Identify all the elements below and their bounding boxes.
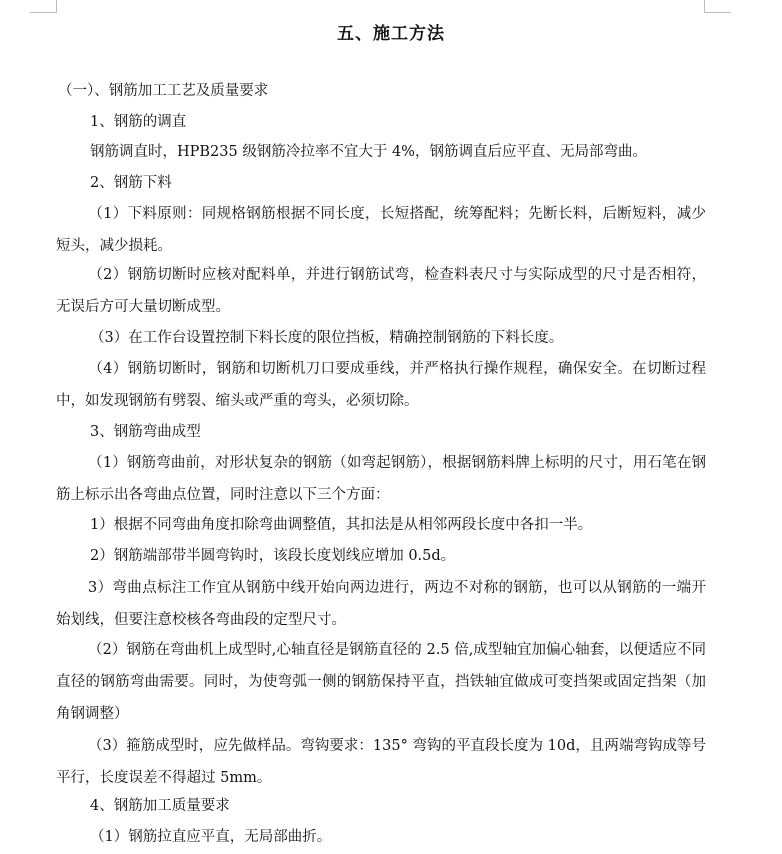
list-item: 1）根据不同弯曲角度扣除弯曲调整值，其扣法是从相邻两段长度中各扣一半。 — [90, 517, 593, 533]
page-corner-mark — [704, 0, 731, 13]
page-title: 五、施工方法 — [337, 24, 445, 44]
subsection-heading: 2、钢筋下料 — [90, 175, 172, 191]
list-item: 2）钢筋端部带半圆弯钩时，该段长度划线应增加 0.5d。 — [90, 548, 456, 564]
body-paragraph: （1）下料原则：同规格钢筋根据不同长度，长短搭配，统筹配料；先断长料，后断短料，减少短头，减少损耗。 — [56, 206, 706, 254]
body-paragraph: （1）钢筋弯曲前，对形状复杂的钢筋（如弯起钢筋），根据钢筋料牌上标明的尺寸，用石笔在钢筋上标示出各弯曲点位置，同时注意以下三个方面： — [56, 455, 706, 503]
body-paragraph: （2）钢筋在弯曲机上成型时,心轴直径是钢筋直径的 2.5 倍,成型轴宜加偏心轴套，以便适应不同直径的钢筋弯曲需要。同时，为使弯弧一侧的钢筋保持平直，挡铁轴宜做成可变挡架或固定挡架（加角钢调整） — [56, 642, 706, 722]
body-paragraph: （3）箍筋成型时，应先做样品。弯钩要求：135° 弯钩的平直段长度为 10d，且两端弯钩成等号平行，长度误差不得超过 5mm。 — [56, 738, 706, 786]
page-corner-mark — [30, 0, 57, 13]
subsection-heading: 3、钢筋弯曲成型 — [90, 424, 201, 440]
list-item: 3）弯曲点标注工作宜从钢筋中线开始向两边进行，两边不对称的钢筋，也可以从钢筋的一端开始划线，但要注意校核各弯曲段的定型尺寸。 — [56, 580, 706, 628]
subsection-heading: 1、钢筋的调直 — [90, 114, 187, 130]
body-paragraph: （2）钢筋切断时应核对配料单，并进行钢筋试弯，检查料表尺寸与实际成型的尺寸是否相符，无误后方可大量切断成型。 — [56, 267, 706, 315]
body-paragraph: （3）在工作台设置控制下料长度的限位挡板，精确控制钢筋的下料长度。 — [90, 330, 564, 346]
section-heading: （一）、钢筋加工工艺及质量要求 — [58, 83, 269, 99]
subsection-heading: 4、钢筋加工质量要求 — [90, 798, 230, 814]
body-paragraph: （1）钢筋拉直应平直，无局部曲折。 — [90, 829, 332, 845]
body-paragraph: （4）钢筋切断时，钢筋和切断机刀口要成垂线，并严格执行操作规程，确保安全。在切断过程中，如发现钢筋有劈裂、缩头或严重的弯头，必须切除。 — [56, 361, 706, 409]
body-paragraph: 钢筋调直时，HPB235 级钢筋冷拉率不宜大于 4%，钢筋调直后应平直、无局部弯曲。 — [90, 144, 647, 160]
